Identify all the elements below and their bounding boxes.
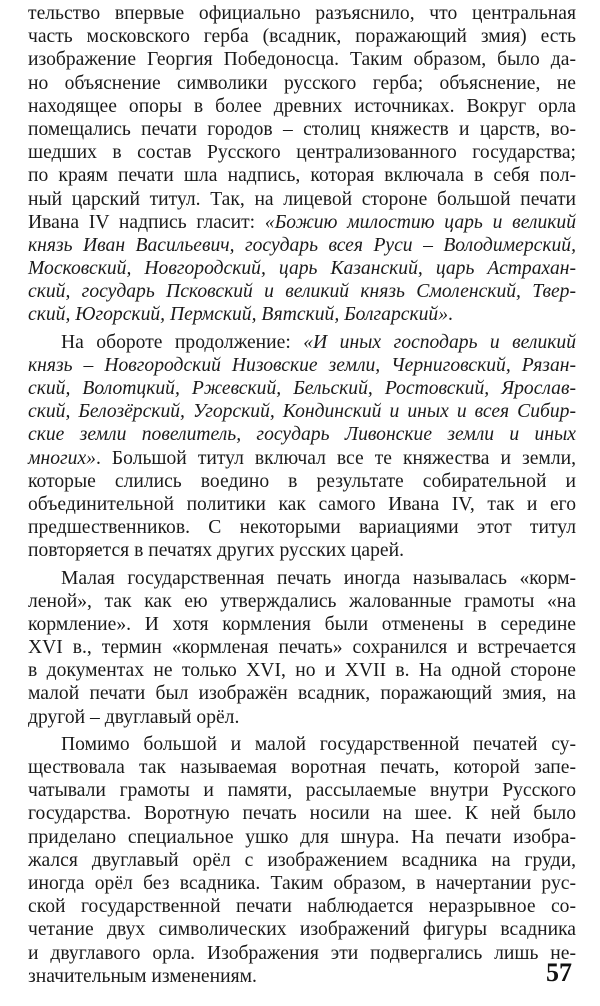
italic-text-run: ский, государь Псковский и великий князь Смоленский, Твер- bbox=[28, 281, 576, 303]
text-line bbox=[28, 280, 576, 303]
text-run: другой – двуглавый орёл. bbox=[28, 706, 240, 728]
text-line bbox=[28, 423, 576, 446]
text-line bbox=[28, 493, 576, 516]
text-run: Ивана IV надпись гласит: bbox=[28, 211, 265, 233]
text-line bbox=[28, 257, 576, 280]
italic-text-run: Московский, Новгородский, царь Казанский, царь Астрахан- bbox=[28, 258, 576, 280]
text-run: шедших в состав Русского централизованного государства; bbox=[28, 142, 576, 164]
text-run: Помимо большой и малой государственной печатей су- bbox=[61, 733, 576, 755]
text-run: иногда орёл без всадника. Таким образом, в начертании рус- bbox=[28, 872, 576, 894]
page-number: 57 bbox=[546, 958, 572, 987]
text-line bbox=[28, 872, 576, 895]
italic-text-run: многих» bbox=[28, 447, 96, 469]
italic-text-run: князь – Новгородский Низовские земли, Черниговский, Рязан- bbox=[28, 354, 576, 376]
text-run: кормление». И хотя кормления были отменены в середине bbox=[28, 613, 576, 635]
text-run: но объяснение символики русского герба; объяснение, не bbox=[28, 72, 576, 94]
paragraph bbox=[28, 567, 576, 729]
text-line bbox=[28, 779, 576, 802]
text-run: Малая государственная печать иногда называлась «корм- bbox=[61, 567, 576, 589]
italic-text-run: князь Иван Васильевич, государь всея Руси – Володимерский, bbox=[28, 234, 576, 256]
text-line bbox=[28, 826, 576, 849]
text-run: ный царский титул. Так, на лицевой стороне большой печати bbox=[28, 188, 576, 210]
text-run: малой печати был изображён всадник, поражающий змия, на bbox=[28, 683, 576, 705]
text-line bbox=[28, 849, 576, 872]
text-line bbox=[28, 918, 576, 941]
text-run: леной», так как ею утверждались жалованные грамоты «на bbox=[28, 590, 576, 612]
text-line bbox=[28, 377, 576, 400]
text-line bbox=[28, 447, 576, 470]
text-line bbox=[28, 659, 576, 682]
text-run: государства. Воротную печать носили на шее. К ней было bbox=[28, 803, 576, 825]
text-run: ществовала так называемая воротная печать, которой запе- bbox=[28, 757, 576, 778]
italic-text-run: «И иных господарь и великий bbox=[303, 331, 576, 353]
italic-text-run: «Божию милостию царь и великий bbox=[264, 211, 576, 233]
text-line bbox=[28, 733, 576, 756]
text-run: находящее опоры в более древних источниках. Вокруг орла bbox=[28, 95, 576, 117]
text-line bbox=[28, 95, 576, 118]
text-line bbox=[28, 2, 576, 25]
text-run: ской государственной печати наблюдается неразрывное со- bbox=[28, 896, 576, 918]
text-run: XVI в., термин «кормленая печать» сохранился и встречается bbox=[28, 637, 576, 659]
text-run: четание двух символических изображений фигуры всадника bbox=[28, 919, 576, 941]
text-line bbox=[28, 682, 576, 705]
text-line bbox=[28, 942, 576, 965]
text-line bbox=[28, 470, 576, 493]
text-line bbox=[28, 756, 576, 779]
text-run: чатывали грамоты и памяти, рассылаемые внутри Русского bbox=[28, 780, 576, 802]
text-line bbox=[28, 72, 576, 95]
text-line bbox=[28, 590, 576, 613]
text-run: часть московского герба (всадник, поражающий змия) есть bbox=[28, 26, 576, 48]
text-run: которые слились воедино в результате собирательной и bbox=[28, 470, 576, 492]
text-line bbox=[28, 539, 576, 562]
text-line bbox=[28, 965, 576, 988]
text-run: тельство впервые официально разъяснило, что центральная bbox=[28, 3, 576, 24]
text-line bbox=[28, 303, 576, 326]
text-run: предшественников. С некоторыми вариациями этот титул bbox=[28, 517, 576, 539]
italic-text-run: ские земли повелитель, государь Ливонские земли и иных bbox=[28, 424, 576, 446]
italic-text-run: ский, Волотцкий, Ржевский, Бельский, Ростовский, Ярослав- bbox=[28, 378, 576, 399]
text-run: . bbox=[448, 304, 453, 326]
text-run: и двуглавого орла. Изображения эти подвергались лишь не- bbox=[28, 942, 576, 964]
text-line bbox=[28, 48, 576, 71]
text-run: . Большой титул включал все те княжества и земли, bbox=[95, 447, 576, 469]
text-line bbox=[28, 400, 576, 423]
italic-text-run: ский, Белозёрский, Угорский, Кондинский и иных и всея Сибир- bbox=[28, 401, 576, 423]
text-line bbox=[28, 141, 576, 164]
paragraph bbox=[28, 733, 576, 988]
paragraph bbox=[28, 331, 576, 563]
text-line bbox=[28, 706, 576, 729]
text-line bbox=[28, 211, 576, 234]
text-line bbox=[28, 354, 576, 377]
text-run: повторяется в печатях других русских царей. bbox=[28, 540, 404, 562]
italic-text-run: ский, Югорский, Пермский, Вятский, Болгарский» bbox=[28, 304, 449, 326]
text-run: объединительной политики как самого Ивана IV, так и его bbox=[28, 493, 576, 515]
text-run: жался двуглавый орёл с изображением всадника на груди, bbox=[28, 849, 576, 871]
text-line bbox=[28, 164, 576, 187]
text-run: по краям печати шла надпись, которая включала в себя пол- bbox=[28, 165, 576, 187]
text-run: На обороте продолжение: bbox=[61, 331, 304, 353]
text-run: значительным изменениям. bbox=[28, 965, 257, 987]
text-line bbox=[28, 25, 576, 48]
text-line bbox=[28, 516, 576, 539]
text-run: в документах не только XVI, но и XVII в. На одной стороне bbox=[28, 660, 576, 682]
text-line bbox=[28, 895, 576, 918]
text-line bbox=[28, 234, 576, 257]
text-line bbox=[28, 636, 576, 659]
body-text bbox=[28, 2, 576, 988]
text-line bbox=[28, 331, 576, 354]
paragraph bbox=[28, 2, 576, 327]
text-run: изображение Георгия Победоносца. Таким образом, было да- bbox=[28, 49, 576, 71]
text-line bbox=[28, 613, 576, 636]
text-line bbox=[28, 118, 576, 141]
text-line bbox=[28, 567, 576, 590]
text-run: приделано специальное ушко для шнура. На печати изобра- bbox=[28, 826, 576, 848]
text-run: помещались печати городов – столиц княжеств и царств, во- bbox=[28, 118, 576, 140]
text-line bbox=[28, 802, 576, 825]
text-line bbox=[28, 188, 576, 211]
